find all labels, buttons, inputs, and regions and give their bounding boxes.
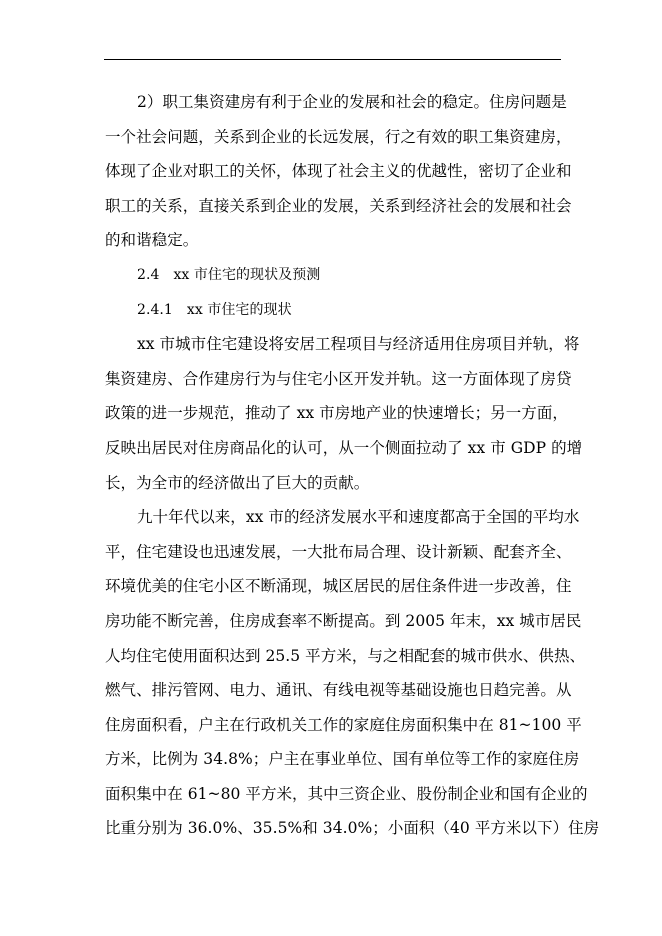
text-line: 的和谐稳定。 — [105, 231, 199, 250]
document-body — [105, 85, 600, 846]
text-line: 九十年代以来，xx 市的经济发展水平和速度都高于全国的平均水 — [137, 508, 580, 527]
text-line: 住房面积看，户主在行政机关工作的家庭住房面积集中在 81~100 平 — [105, 715, 582, 734]
text-line: 职工的关系，直接关系到企业的发展，关系到经济社会的发展和社会 — [105, 196, 572, 215]
text-line: 燃气、排污管网、电力、通讯、有线电视等基础设施也日趋完善。从 — [105, 681, 572, 700]
text-line: 人均住宅使用面积达到 25.5 平方米，与之相配套的城市供水、供热、 — [105, 646, 586, 665]
paragraph-housing-policy — [105, 327, 583, 500]
text-line: 面积集中在 61~80 平方米，其中三资企业、股份制企业和国有企业的 — [105, 784, 588, 803]
paragraph-enterprise-stability — [105, 85, 575, 258]
text-line: 平，住宅建设也迅速发展，一大批布局合理、设计新颖、配套齐全、 — [105, 542, 572, 561]
paragraph-housing-development — [105, 500, 600, 846]
text-line: 一个社会问题，关系到企业的长远发展，行之有效的职工集资建房， — [105, 127, 572, 146]
text-line: xx 市城市住宅建设将安居工程项目与经济适用住房项目并轨，将 — [137, 335, 580, 354]
section-heading-2-4: 2.4 xx 市住宅的现状及预测 — [137, 266, 321, 283]
header-divider — [104, 59, 561, 60]
text-line: 长，为全市的经济做出了巨大的贡献。 — [105, 473, 370, 492]
section-heading-2-4-1: 2.4.1 xx 市住宅的现状 — [137, 301, 292, 318]
text-line: 环境优美的住宅小区不断涌现，城区居民的居住条件进一步改善，住 — [105, 577, 572, 596]
text-line: 体现了企业对职工的关怀，体现了社会主义的优越性，密切了企业和 — [105, 162, 572, 181]
text-line: 房功能不断完善，住房成套率不断提高。到 2005 年末，xx 城市居民 — [105, 611, 582, 630]
text-line: 比重分别为 36.0%、35.5%和 34.0%；小面积（40 平方米以下）住房 — [105, 819, 600, 838]
text-line: 2）职工集资建房有利于企业的发展和社会的稳定。住房问题是 — [137, 93, 567, 111]
text-line: 反映出居民对住房商品化的认可，从一个侧面拉动了 xx 市 GDP 的增 — [105, 438, 583, 457]
text-line: 集资建房、合作建房行为与住宅小区开发并轨。这一方面体现了房贷 — [105, 369, 572, 388]
text-line: 方米，比例为 34.8%；户主在事业单位、国有单位等工作的家庭住房 — [105, 750, 580, 769]
text-line: 政策的进一步规范，推动了 xx 市房地产业的快速增长；另一方面， — [105, 404, 568, 423]
